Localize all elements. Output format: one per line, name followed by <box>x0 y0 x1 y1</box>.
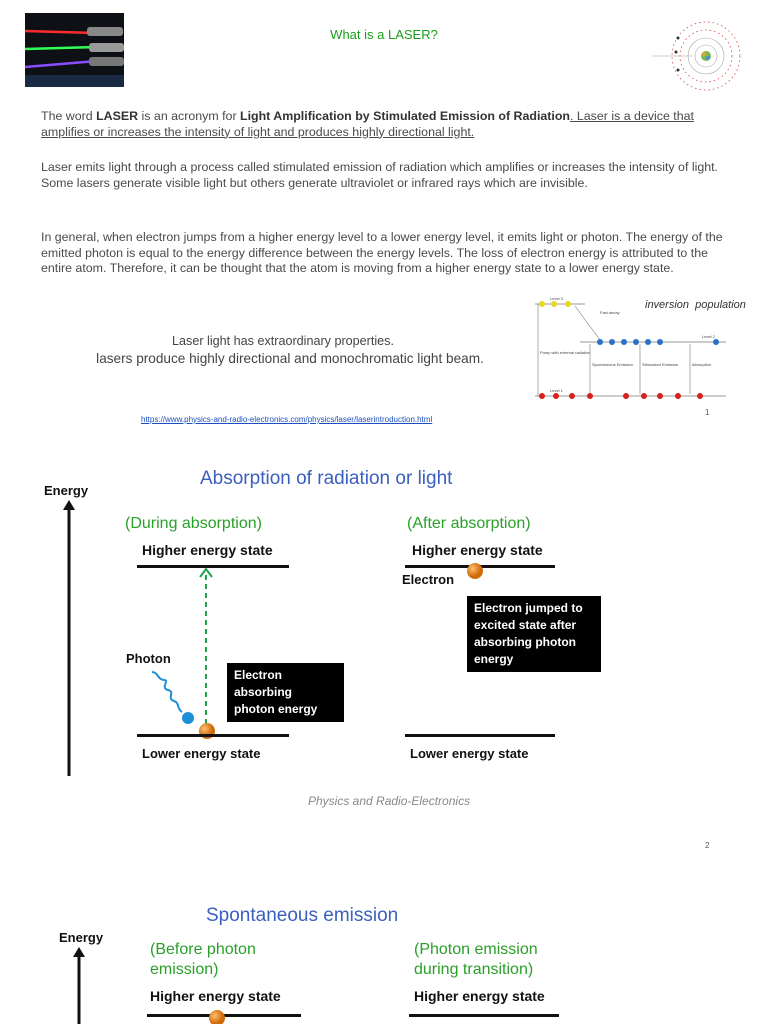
spontaneous-emission-title: Spontaneous emission <box>206 905 399 926</box>
image-credit: Physics and Radio-Electronics <box>308 794 471 808</box>
paragraph-energy-levels: In general, when electron jumps from a higher energy level to a lower energy level, it emits light or photon. The energy of the emitted photon is equal to the energy difference between the energy levels. The loss of electron energy is attributed to the entire atom. Therefore, it can be thought that the atom is moving from a higher energy state to a lower energy state. <box>41 230 723 275</box>
svg-text:Absorption: Absorption <box>692 362 712 367</box>
svg-text:Fast decay: Fast decay <box>600 310 620 315</box>
absorption-transition-arrow <box>198 567 214 731</box>
properties-line-2: lasers produce highly directional and monochromatic light beam. <box>96 351 484 366</box>
higher-level-line-right-p3 <box>409 1014 559 1017</box>
source-link[interactable]: https://www.physics-and-radio-electronics.com/physics/laser/laserintroduction.html <box>141 415 433 424</box>
lower-energy-state-left: Lower energy state <box>142 746 261 761</box>
lower-level-line-right <box>405 734 555 737</box>
electron-label: Electron <box>402 572 455 587</box>
page-number-2: 2 <box>705 841 710 850</box>
inversion-population-label: inversion population <box>645 299 746 311</box>
laser-beams-image <box>25 13 124 87</box>
laser-photo <box>25 13 124 87</box>
energy-axis-arrow-p3 <box>71 947 87 1024</box>
svg-text:Spontaneous Emission: Spontaneous Emission <box>592 362 633 367</box>
electron-absorbing-note: Electron absorbing photon energy <box>227 663 344 722</box>
energy-axis-label: Energy <box>44 483 89 498</box>
electron-excited <box>466 562 484 580</box>
svg-text:Stimulated Emission: Stimulated Emission <box>642 362 679 367</box>
electron-excited-p3 <box>208 1009 226 1024</box>
paragraph-stimulated-emission: Laser emits light through a process called stimulated emission of radiation which amplifies or increases the intensity of light. Some lasers generate visible light but others generate ultraviolet or infrared rays which are invisible. <box>41 160 718 190</box>
during-absorption-label: (During absorption) <box>125 515 262 532</box>
svg-text:Level 2: Level 2 <box>702 334 715 339</box>
lower-level-line-left <box>137 734 289 737</box>
photon-label: Photon <box>126 651 171 666</box>
lower-energy-state-right: Lower energy state <box>410 746 529 761</box>
photon-wave-icon <box>148 668 198 726</box>
svg-text:Pump with external radiation: Pump with external radiation <box>540 350 591 355</box>
page-title: What is a LASER? <box>330 27 438 42</box>
energy-axis-label-p3: Energy <box>59 930 104 945</box>
svg-text:Level 1: Level 1 <box>550 388 563 393</box>
atom-diagram <box>648 18 743 94</box>
electron-ground <box>198 722 216 740</box>
energy-axis-arrow <box>61 500 77 778</box>
inversion-population-diagram <box>530 294 730 404</box>
properties-line-1: Laser light has extraordinary properties. <box>172 334 394 348</box>
svg-text:Level 3: Level 3 <box>550 296 563 301</box>
paragraph-acronym: The word LASER is an acronym for Light Amplification by Stimulated Emission of Radiation. Laser is a device that amplifies or increases the intensity of light and produces highly directional light. <box>41 109 694 139</box>
before-emission-label: (Before photon emission) <box>150 941 256 978</box>
absorption-title: Absorption of radiation or light <box>200 468 453 489</box>
higher-energy-state-left-p3: Higher energy state <box>150 988 281 1004</box>
during-transition-label: (Photon emission during transition) <box>414 941 538 978</box>
higher-energy-state-right-p3: Higher energy state <box>414 988 545 1004</box>
higher-energy-state-right: Higher energy state <box>412 542 543 558</box>
higher-energy-state-left: Higher energy state <box>142 542 273 558</box>
electron-jumped-note: Electron jumped to excited state after absorbing photon energy <box>467 596 601 672</box>
page-number-1: 1 <box>705 408 710 417</box>
after-absorption-label: (After absorption) <box>407 515 531 532</box>
